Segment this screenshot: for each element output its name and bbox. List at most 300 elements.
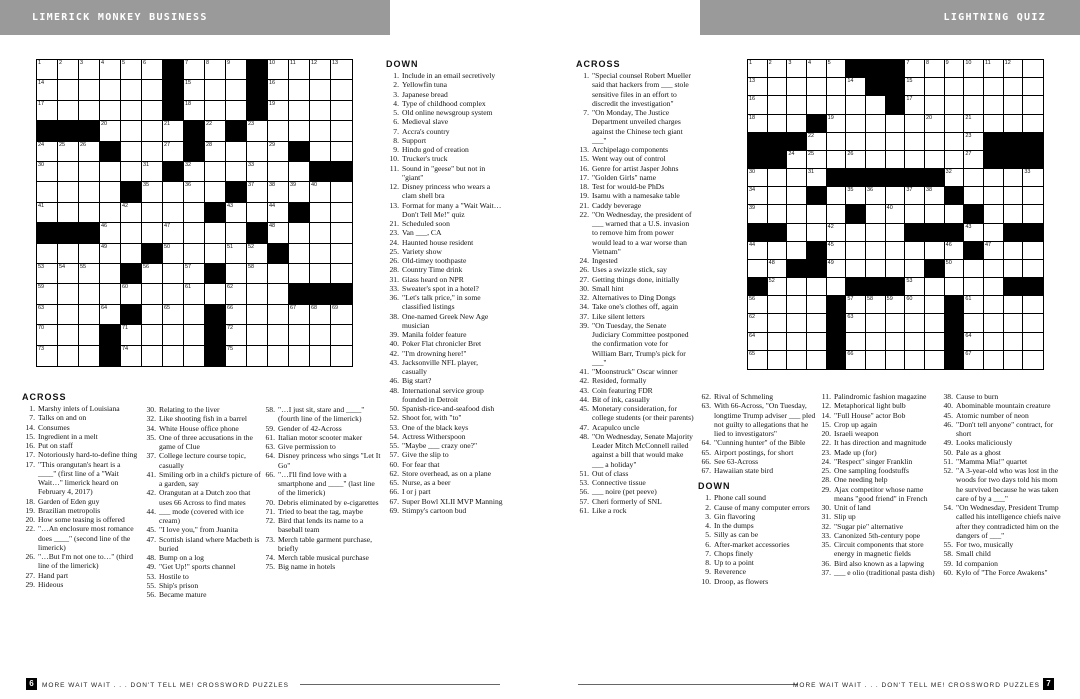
grid-cell[interactable] [905, 296, 925, 314]
grid-cell[interactable] [748, 78, 768, 96]
grid-cell[interactable] [945, 151, 965, 169]
grid-cell[interactable] [925, 333, 945, 351]
grid-cell[interactable] [807, 296, 827, 314]
grid-cell[interactable] [226, 284, 247, 304]
grid-cell[interactable] [768, 314, 788, 332]
grid-cell[interactable] [79, 305, 100, 325]
grid-cell[interactable] [184, 162, 205, 182]
grid-cell[interactable] [1004, 314, 1024, 332]
grid-cell[interactable] [310, 121, 331, 141]
grid-cell[interactable] [905, 205, 925, 223]
grid-cell[interactable] [79, 80, 100, 100]
grid-cell[interactable] [807, 205, 827, 223]
grid-cell[interactable] [787, 351, 807, 369]
grid-cell[interactable] [142, 264, 163, 284]
grid-cell[interactable] [100, 182, 121, 202]
grid-cell[interactable] [787, 169, 807, 187]
grid-cell[interactable] [925, 187, 945, 205]
grid-cell[interactable] [846, 151, 866, 169]
grid-cell[interactable] [142, 284, 163, 304]
grid-cell[interactable] [945, 96, 965, 114]
grid-cell[interactable] [886, 115, 906, 133]
grid-cell[interactable] [1004, 169, 1024, 187]
grid-cell[interactable] [984, 296, 1004, 314]
grid-cell[interactable] [289, 346, 310, 366]
grid-cell[interactable] [205, 284, 226, 304]
grid-cell[interactable] [205, 182, 226, 202]
grid-cell[interactable] [905, 133, 925, 151]
grid-cell[interactable] [310, 101, 331, 121]
grid-cell[interactable] [807, 351, 827, 369]
grid-cell[interactable] [268, 264, 289, 284]
grid-cell[interactable] [247, 244, 268, 264]
grid-cell[interactable] [37, 60, 58, 80]
grid-cell[interactable] [142, 80, 163, 100]
grid-cell[interactable] [58, 80, 79, 100]
grid-cell[interactable] [37, 284, 58, 304]
grid-cell[interactable] [886, 187, 906, 205]
grid-cell[interactable] [58, 101, 79, 121]
grid-cell[interactable] [184, 346, 205, 366]
grid-cell[interactable] [768, 60, 788, 78]
grid-cell[interactable] [58, 284, 79, 304]
grid-cell[interactable] [37, 80, 58, 100]
grid-cell[interactable] [37, 101, 58, 121]
grid-cell[interactable] [748, 260, 768, 278]
grid-cell[interactable] [163, 305, 184, 325]
grid-cell[interactable] [768, 78, 788, 96]
grid-cell[interactable] [807, 224, 827, 242]
grid-cell[interactable] [1023, 333, 1043, 351]
grid-cell[interactable] [886, 296, 906, 314]
grid-cell[interactable] [787, 296, 807, 314]
grid-cell[interactable] [184, 223, 205, 243]
grid-cell[interactable] [142, 305, 163, 325]
grid-cell[interactable] [846, 242, 866, 260]
grid-cell[interactable] [331, 325, 352, 345]
grid-cell[interactable] [984, 278, 1004, 296]
grid-cell[interactable] [100, 101, 121, 121]
grid-cell[interactable] [787, 242, 807, 260]
grid-cell[interactable] [58, 325, 79, 345]
grid-cell[interactable] [787, 205, 807, 223]
grid-cell[interactable] [964, 96, 984, 114]
grid-cell[interactable] [905, 351, 925, 369]
grid-cell[interactable] [247, 325, 268, 345]
grid-cell[interactable] [268, 203, 289, 223]
grid-cell[interactable] [100, 305, 121, 325]
grid-cell[interactable] [787, 96, 807, 114]
grid-cell[interactable] [37, 162, 58, 182]
grid-cell[interactable] [226, 244, 247, 264]
grid-cell[interactable] [1004, 333, 1024, 351]
grid-cell[interactable] [1023, 187, 1043, 205]
grid-cell[interactable] [984, 351, 1004, 369]
grid-cell[interactable] [37, 264, 58, 284]
grid-cell[interactable] [226, 346, 247, 366]
grid-cell[interactable] [846, 187, 866, 205]
grid-cell[interactable] [905, 242, 925, 260]
grid-cell[interactable] [226, 80, 247, 100]
grid-cell[interactable] [310, 182, 331, 202]
grid-cell[interactable] [984, 260, 1004, 278]
grid-cell[interactable] [247, 162, 268, 182]
grid-cell[interactable] [100, 284, 121, 304]
grid-cell[interactable] [268, 60, 289, 80]
grid-cell[interactable] [748, 187, 768, 205]
grid-cell[interactable] [846, 333, 866, 351]
grid-cell[interactable] [331, 305, 352, 325]
grid-cell[interactable] [748, 169, 768, 187]
grid-cell[interactable] [226, 264, 247, 284]
grid-cell[interactable] [964, 333, 984, 351]
grid-cell[interactable] [964, 151, 984, 169]
grid-cell[interactable] [846, 78, 866, 96]
grid-cell[interactable] [984, 96, 1004, 114]
grid-cell[interactable] [331, 60, 352, 80]
grid-cell[interactable] [37, 203, 58, 223]
grid-cell[interactable] [1004, 351, 1024, 369]
grid-cell[interactable] [37, 142, 58, 162]
grid-cell[interactable] [247, 142, 268, 162]
grid-cell[interactable] [827, 260, 847, 278]
grid-cell[interactable] [964, 314, 984, 332]
grid-cell[interactable] [289, 121, 310, 141]
grid-cell[interactable] [121, 80, 142, 100]
grid-cell[interactable] [247, 182, 268, 202]
grid-cell[interactable] [905, 333, 925, 351]
grid-cell[interactable] [827, 224, 847, 242]
grid-cell[interactable] [925, 296, 945, 314]
grid-cell[interactable] [827, 151, 847, 169]
grid-cell[interactable] [121, 162, 142, 182]
grid-cell[interactable] [866, 351, 886, 369]
grid-cell[interactable] [163, 325, 184, 345]
grid-cell[interactable] [163, 142, 184, 162]
grid-cell[interactable] [289, 80, 310, 100]
grid-cell[interactable] [1023, 96, 1043, 114]
grid-cell[interactable] [226, 325, 247, 345]
grid-cell[interactable] [205, 121, 226, 141]
grid-cell[interactable] [58, 305, 79, 325]
grid-cell[interactable] [1004, 60, 1024, 78]
grid-cell[interactable] [964, 224, 984, 242]
grid-cell[interactable] [310, 346, 331, 366]
grid-cell[interactable] [163, 182, 184, 202]
grid-cell[interactable] [247, 284, 268, 304]
grid-cell[interactable] [331, 223, 352, 243]
grid-cell[interactable] [142, 223, 163, 243]
grid-cell[interactable] [331, 142, 352, 162]
grid-cell[interactable] [886, 224, 906, 242]
grid-cell[interactable] [827, 96, 847, 114]
grid-cell[interactable] [37, 182, 58, 202]
grid-cell[interactable] [268, 101, 289, 121]
grid-cell[interactable] [905, 151, 925, 169]
grid-cell[interactable] [748, 96, 768, 114]
grid-cell[interactable] [945, 242, 965, 260]
grid-cell[interactable] [905, 278, 925, 296]
grid-cell[interactable] [866, 242, 886, 260]
grid-cell[interactable] [310, 60, 331, 80]
grid-cell[interactable] [184, 264, 205, 284]
grid-cell[interactable] [866, 296, 886, 314]
grid-cell[interactable] [331, 244, 352, 264]
grid-cell[interactable] [79, 142, 100, 162]
grid-cell[interactable] [1023, 260, 1043, 278]
grid-cell[interactable] [289, 60, 310, 80]
grid-cell[interactable] [121, 121, 142, 141]
grid-cell[interactable] [268, 284, 289, 304]
grid-cell[interactable] [79, 264, 100, 284]
grid-cell[interactable] [310, 223, 331, 243]
grid-cell[interactable] [1023, 205, 1043, 223]
grid-cell[interactable] [58, 182, 79, 202]
grid-cell[interactable] [331, 101, 352, 121]
grid-cell[interactable] [121, 142, 142, 162]
grid-cell[interactable] [142, 325, 163, 345]
grid-cell[interactable] [846, 351, 866, 369]
grid-cell[interactable] [905, 187, 925, 205]
grid-cell[interactable] [310, 325, 331, 345]
grid-cell[interactable] [1004, 187, 1024, 205]
grid-cell[interactable] [905, 60, 925, 78]
grid-cell[interactable] [289, 162, 310, 182]
grid-cell[interactable] [768, 296, 788, 314]
grid-cell[interactable] [205, 80, 226, 100]
grid-cell[interactable] [310, 264, 331, 284]
grid-cell[interactable] [925, 78, 945, 96]
grid-cell[interactable] [79, 60, 100, 80]
grid-cell[interactable] [846, 296, 866, 314]
grid-cell[interactable] [100, 80, 121, 100]
grid-cell[interactable] [226, 305, 247, 325]
grid-cell[interactable] [866, 224, 886, 242]
grid-cell[interactable] [827, 205, 847, 223]
grid-cell[interactable] [925, 205, 945, 223]
grid-cell[interactable] [866, 260, 886, 278]
grid-cell[interactable] [925, 60, 945, 78]
grid-cell[interactable] [748, 351, 768, 369]
grid-cell[interactable] [1023, 242, 1043, 260]
grid-cell[interactable] [310, 244, 331, 264]
grid-cell[interactable] [827, 60, 847, 78]
grid-cell[interactable] [964, 60, 984, 78]
grid-cell[interactable] [748, 242, 768, 260]
grid-cell[interactable] [1023, 169, 1043, 187]
grid-cell[interactable] [79, 203, 100, 223]
grid-cell[interactable] [807, 314, 827, 332]
grid-cell[interactable] [205, 101, 226, 121]
grid-cell[interactable] [905, 78, 925, 96]
grid-cell[interactable] [886, 333, 906, 351]
grid-cell[interactable] [886, 351, 906, 369]
grid-cell[interactable] [964, 296, 984, 314]
grid-cell[interactable] [886, 205, 906, 223]
grid-cell[interactable] [289, 223, 310, 243]
grid-cell[interactable] [1004, 115, 1024, 133]
grid-cell[interactable] [331, 203, 352, 223]
grid-cell[interactable] [331, 182, 352, 202]
grid-cell[interactable] [205, 142, 226, 162]
grid-cell[interactable] [748, 60, 768, 78]
grid-cell[interactable] [58, 264, 79, 284]
grid-cell[interactable] [905, 96, 925, 114]
grid-cell[interactable] [79, 325, 100, 345]
grid-cell[interactable] [925, 151, 945, 169]
grid-cell[interactable] [964, 351, 984, 369]
grid-cell[interactable] [846, 133, 866, 151]
grid-cell[interactable] [787, 278, 807, 296]
grid-cell[interactable] [807, 96, 827, 114]
grid-cell[interactable] [925, 133, 945, 151]
grid-cell[interactable] [1023, 296, 1043, 314]
grid-cell[interactable] [807, 333, 827, 351]
grid-cell[interactable] [79, 162, 100, 182]
grid-cell[interactable] [1004, 78, 1024, 96]
grid-cell[interactable] [886, 242, 906, 260]
grid-cell[interactable] [768, 333, 788, 351]
grid-cell[interactable] [827, 115, 847, 133]
grid-cell[interactable] [142, 101, 163, 121]
grid-cell[interactable] [163, 244, 184, 264]
grid-cell[interactable] [964, 278, 984, 296]
grid-cell[interactable] [247, 203, 268, 223]
grid-cell[interactable] [984, 115, 1004, 133]
grid-cell[interactable] [768, 187, 788, 205]
grid-cell[interactable] [184, 284, 205, 304]
grid-cell[interactable] [945, 78, 965, 96]
grid-cell[interactable] [247, 121, 268, 141]
grid-cell[interactable] [984, 314, 1004, 332]
grid-cell[interactable] [886, 314, 906, 332]
grid-cell[interactable] [121, 60, 142, 80]
grid-cell[interactable] [58, 203, 79, 223]
grid-cell[interactable] [984, 333, 1004, 351]
grid-cell[interactable] [184, 244, 205, 264]
grid-cell[interactable] [787, 224, 807, 242]
grid-cell[interactable] [268, 305, 289, 325]
grid-cell[interactable] [787, 78, 807, 96]
grid-cell[interactable] [768, 260, 788, 278]
grid-cell[interactable] [121, 346, 142, 366]
grid-cell[interactable] [748, 205, 768, 223]
grid-cell[interactable] [184, 325, 205, 345]
grid-cell[interactable] [247, 305, 268, 325]
grid-cell[interactable] [925, 96, 945, 114]
grid-cell[interactable] [846, 224, 866, 242]
grid-cell[interactable] [289, 264, 310, 284]
grid-cell[interactable] [37, 244, 58, 264]
grid-cell[interactable] [163, 203, 184, 223]
grid-cell[interactable] [121, 284, 142, 304]
grid-cell[interactable] [807, 78, 827, 96]
grid-cell[interactable] [289, 244, 310, 264]
grid-cell[interactable] [846, 314, 866, 332]
grid-cell[interactable] [100, 60, 121, 80]
grid-cell[interactable] [1023, 314, 1043, 332]
grid-cell[interactable] [866, 314, 886, 332]
grid-cell[interactable] [247, 346, 268, 366]
grid-cell[interactable] [984, 242, 1004, 260]
grid-cell[interactable] [58, 346, 79, 366]
grid-cell[interactable] [905, 260, 925, 278]
grid-cell[interactable] [787, 115, 807, 133]
grid-cell[interactable] [268, 142, 289, 162]
grid-cell[interactable] [925, 242, 945, 260]
grid-cell[interactable] [58, 162, 79, 182]
grid-cell[interactable] [163, 121, 184, 141]
grid-cell[interactable] [205, 162, 226, 182]
grid-cell[interactable] [886, 151, 906, 169]
grid-cell[interactable] [226, 101, 247, 121]
grid-cell[interactable] [184, 101, 205, 121]
grid-cell[interactable] [100, 264, 121, 284]
grid-cell[interactable] [984, 205, 1004, 223]
grid-cell[interactable] [846, 260, 866, 278]
grid-cell[interactable] [945, 205, 965, 223]
grid-cell[interactable] [787, 151, 807, 169]
grid-cell[interactable] [226, 223, 247, 243]
grid-cell[interactable] [1004, 296, 1024, 314]
grid-cell[interactable] [748, 296, 768, 314]
grid-cell[interactable] [79, 101, 100, 121]
grid-cell[interactable] [866, 133, 886, 151]
grid-cell[interactable] [768, 278, 788, 296]
grid-cell[interactable] [748, 115, 768, 133]
grid-cell[interactable] [331, 80, 352, 100]
grid-cell[interactable] [807, 278, 827, 296]
grid-cell[interactable] [163, 223, 184, 243]
grid-cell[interactable] [289, 182, 310, 202]
grid-cell[interactable] [807, 133, 827, 151]
grid-cell[interactable] [925, 115, 945, 133]
grid-cell[interactable] [226, 203, 247, 223]
grid-cell[interactable] [787, 333, 807, 351]
grid-cell[interactable] [247, 264, 268, 284]
grid-cell[interactable] [142, 346, 163, 366]
grid-cell[interactable] [964, 187, 984, 205]
grid-cell[interactable] [905, 314, 925, 332]
grid-cell[interactable] [289, 305, 310, 325]
grid-cell[interactable] [984, 78, 1004, 96]
grid-cell[interactable] [905, 115, 925, 133]
grid-cell[interactable] [331, 264, 352, 284]
grid-cell[interactable] [866, 96, 886, 114]
grid-cell[interactable] [121, 325, 142, 345]
grid-cell[interactable] [142, 121, 163, 141]
grid-cell[interactable] [1004, 260, 1024, 278]
grid-cell[interactable] [79, 284, 100, 304]
grid-cell[interactable] [846, 115, 866, 133]
grid-cell[interactable] [100, 244, 121, 264]
grid-cell[interactable] [184, 80, 205, 100]
grid-cell[interactable] [945, 278, 965, 296]
grid-cell[interactable] [310, 203, 331, 223]
grid-cell[interactable] [58, 142, 79, 162]
grid-cell[interactable] [964, 260, 984, 278]
grid-cell[interactable] [1023, 115, 1043, 133]
grid-cell[interactable] [984, 60, 1004, 78]
grid-cell[interactable] [768, 242, 788, 260]
grid-cell[interactable] [1004, 96, 1024, 114]
grid-cell[interactable] [100, 162, 121, 182]
grid-cell[interactable] [331, 121, 352, 141]
grid-cell[interactable] [768, 205, 788, 223]
grid-cell[interactable] [268, 162, 289, 182]
grid-cell[interactable] [268, 346, 289, 366]
grid-cell[interactable] [163, 284, 184, 304]
